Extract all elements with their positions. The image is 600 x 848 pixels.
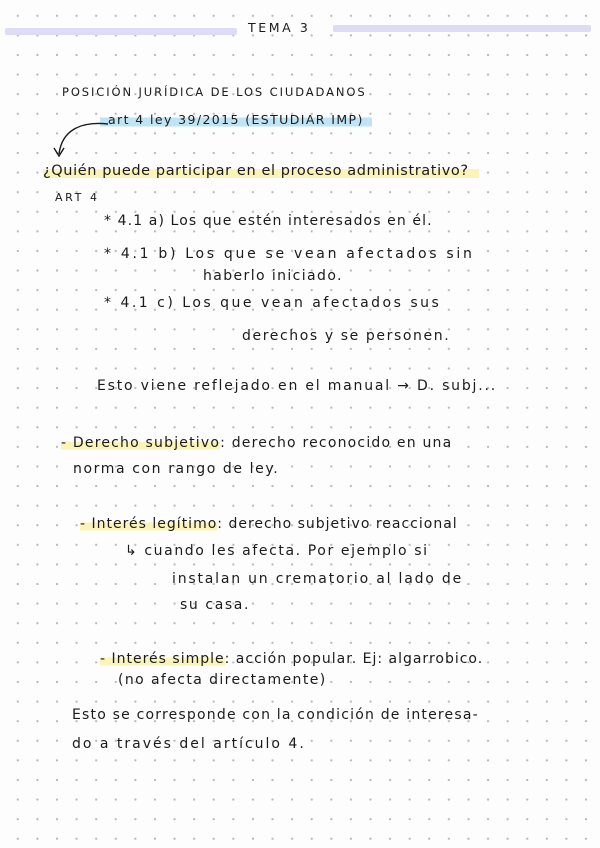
article-label: ART 4 [55,191,100,204]
interes-legitimo-term: - Interés legítimo [80,516,218,532]
interes-simple-line [100,650,483,668]
interes-simple-def-cont: (no afecta directamente) [118,672,327,688]
page-title: TEMA 3 [248,20,311,35]
derecho-subjetivo-line [61,434,452,452]
closing-line-1: Esto se corresponde con la condición de interesa- [72,707,479,723]
list-item-4-1-c-cont: derechos y se personen. [242,328,451,344]
interes-legitimo-example-2: instalan un crematorio al lado de [172,571,463,587]
interes-simple-term: - Interés simple [100,651,225,667]
list-item-4-1-a: * 4.1 a) Los que estén interesados en él. [104,213,433,229]
manual-note: Esto viene reflejado en el manual → D. subj... [97,378,497,394]
derecho-subjetivo-def-cont: norma con rango de ley. [73,461,280,477]
list-item-4-1-c: * 4.1 c) Los que vean afectados sus [104,295,442,311]
closing-line-2: do a través del artículo 4. [72,736,306,752]
interes-legitimo-def: : derecho subjetivo reaccional [217,516,458,532]
derecho-subjetivo-term: - Derecho subjetivo [61,435,221,451]
list-item-4-1-b-cont: haberlo iniciado. [203,268,343,284]
interes-legitimo-example-3: su casa. [180,597,251,613]
derecho-subjetivo-def: : derecho reconocido en una [220,435,453,451]
question-line: ¿Quién puede participar en el proceso administrativo? [43,162,479,180]
interes-simple-def: : acción popular. Ej: algarrobico. [224,651,484,667]
interes-legitimo-line [80,515,458,533]
interes-legitimo-example-1: ↳ cuando les afecta. Por ejemplo si [125,543,429,559]
header-bar-left [5,28,237,35]
list-item-4-1-b: * 4.1 b) Los que se vean afectados sin [104,246,475,262]
header-bar-right [333,25,591,32]
law-reference: art 4 ley 39/2015 (ESTUDIAR IMP) [100,111,372,129]
curved-arrow-icon [46,118,110,162]
section-heading: POSICIÓN JURÍDICA DE LOS CIUDADANOS [62,85,367,99]
